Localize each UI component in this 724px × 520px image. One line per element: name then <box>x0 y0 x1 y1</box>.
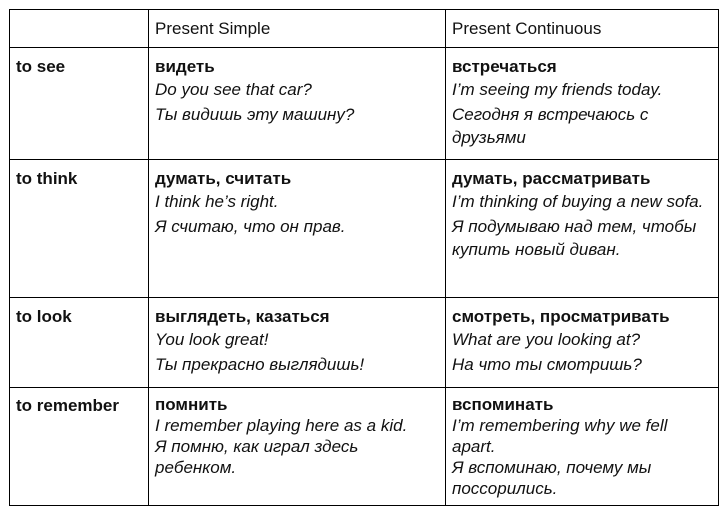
simple-meaning: видеть <box>155 57 215 76</box>
header-present-continuous: Present Continuous <box>446 10 719 48</box>
grammar-table <box>9 9 719 506</box>
continuous-cell <box>446 388 719 506</box>
simple-example-en: I think he’s right. <box>155 192 279 211</box>
continuous-meaning: вспоминать <box>452 395 554 414</box>
simple-cell <box>149 298 446 388</box>
verb-label: to look <box>16 307 72 326</box>
continuous-cell <box>446 160 719 298</box>
continuous-meaning: смотреть, просматривать <box>452 307 670 326</box>
simple-example-ru: Ты прекрасно выглядишь! <box>155 355 365 374</box>
continuous-cell <box>446 48 719 160</box>
continuous-example-ru: Я подумываю над тем, чтобы купить новый диван. <box>452 217 697 259</box>
header-empty-cell <box>10 10 149 48</box>
simple-example-en: You look great! <box>155 330 269 349</box>
continuous-example-ru: На что ты смотришь? <box>452 355 642 374</box>
verb-cell <box>10 48 149 160</box>
continuous-example-en: I’m seeing my friends today. <box>452 80 663 99</box>
table-row <box>10 48 719 160</box>
continuous-example-ru: Я вспоминаю, почему мы поссорились. <box>452 458 652 498</box>
simple-cell <box>149 160 446 298</box>
verb-cell <box>10 388 149 506</box>
simple-example-ru: Я помню, как играл здесь ребенком. <box>155 437 359 477</box>
simple-example-en: I remember playing here as a kid. <box>155 416 408 435</box>
simple-example-en: Do you see that car? <box>155 80 312 99</box>
continuous-meaning: думать, рассматривать <box>452 169 651 188</box>
continuous-example-en: I’m thinking of buying a new sofa. <box>452 192 704 211</box>
continuous-cell <box>446 298 719 388</box>
table-row <box>10 388 719 506</box>
verb-label: to see <box>16 57 66 76</box>
continuous-example-ru: Сегодня я встречаюсь с друзьями <box>452 105 649 147</box>
continuous-example-en: I’m remembering why we fell apart. <box>452 416 668 456</box>
continuous-meaning: встречаться <box>452 57 557 76</box>
simple-example-ru: Я считаю, что он прав. <box>155 217 346 236</box>
simple-meaning: выглядеть, казаться <box>155 307 330 326</box>
table-row <box>10 160 719 298</box>
simple-example-ru: Ты видишь эту машину? <box>155 105 355 124</box>
table-row <box>10 298 719 388</box>
simple-cell <box>149 48 446 160</box>
simple-cell <box>149 388 446 506</box>
simple-meaning: думать, считать <box>155 169 292 188</box>
verb-label: to think <box>16 169 78 188</box>
verb-cell <box>10 298 149 388</box>
continuous-example-en: What are you looking at? <box>452 330 641 349</box>
verb-cell <box>10 160 149 298</box>
table-header-row <box>10 10 719 48</box>
simple-meaning: помнить <box>155 395 228 414</box>
verb-label: to remember <box>16 396 119 415</box>
header-present-simple: Present Simple <box>149 10 446 48</box>
